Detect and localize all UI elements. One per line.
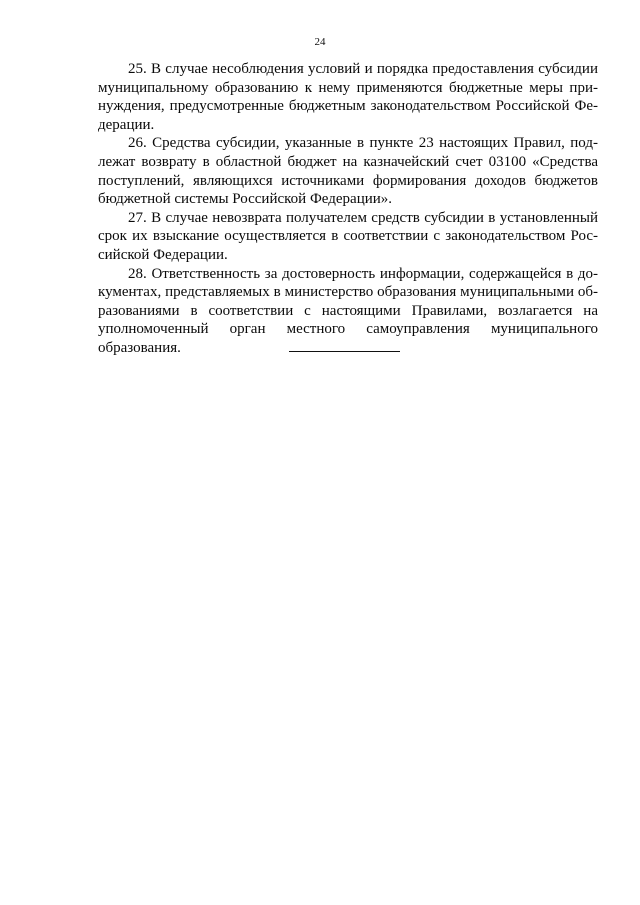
- paragraph-26: 26. Средства субсидии, указанные в пункте 23 настоящих Правил, подлежат возврату в областной бюджет на казначейский счет 03100 «Средства поступлений, являющихся источниками формирования доходов бюджетов бюджетной системы Российской Федерации».: [98, 135, 598, 208]
- paragraph-25: 25. В случае несоблюдения условий и порядка предоставления субсидии муниципальному образованию к нему применяются бюджетные меры принуждения, предусмотренные бюджетным законодательством Российской Федерации.: [98, 61, 598, 133]
- page-number: 24: [314, 36, 326, 48]
- paragraph-27: 27. В случае невозврата получателем средств субсидии в установленный срок их взыскание осуществляется в соответствии с законодательством Российской Федерации.: [98, 209, 598, 263]
- document-body: [98, 60, 598, 358]
- end-of-document-rule: [289, 351, 400, 352]
- paragraph-28: 28. Ответственность за достоверность информации, содержащейся в документах, представляемых в министерство образования муниципальными образованиями в соответствии с настоящими Правилами, возлагается на уполномоченный орган местного самоуправления муниципального образования.: [98, 265, 598, 356]
